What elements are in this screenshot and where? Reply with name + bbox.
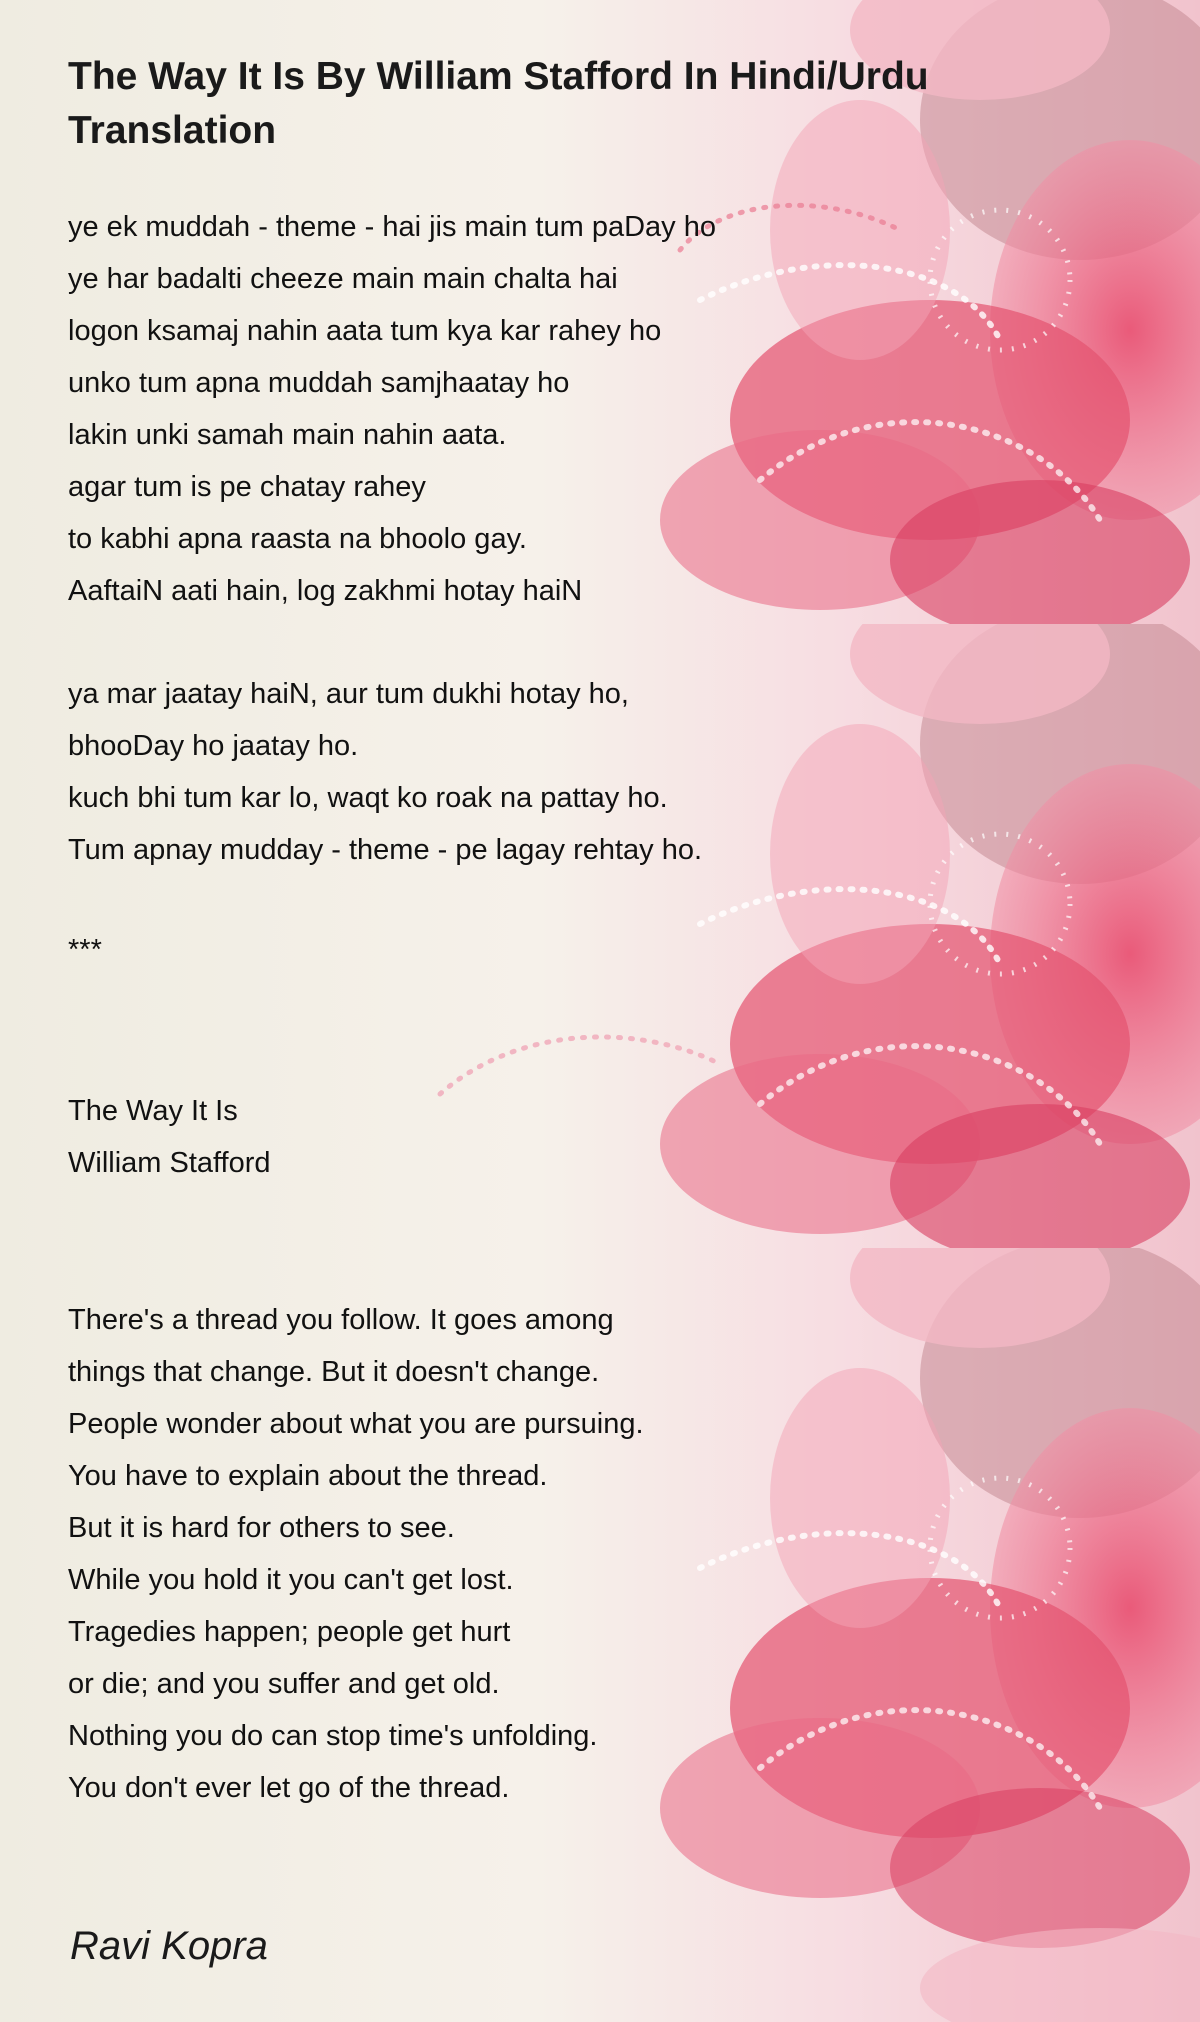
poem-line: But it is hard for others to see.: [68, 1512, 455, 1544]
original-poem: [68, 1294, 644, 1814]
poem-line: things that change. But it doesn't change.: [68, 1356, 600, 1388]
poem-line: to kabhi apna raasta na bhoolo gay.: [68, 523, 527, 555]
poet-signature: Ravi Kopra: [70, 1924, 268, 1968]
page-title: The Way It Is By William Stafford In Hindi/Urdu Translation: [68, 55, 929, 152]
poem-line: ye ek muddah - theme - hai jis main tum paDay ho: [68, 211, 716, 243]
poem-line: logon ksamaj nahin aata tum kya kar rahey ho: [68, 315, 662, 347]
poem-line: lakin unki samah main nahin aata.: [68, 419, 507, 451]
poem-line: kuch bhi tum kar lo, waqt ko roak na pattay ho.: [68, 782, 668, 814]
poem-line: AaftaiN aati hain, log zakhmi hotay haiN: [68, 575, 583, 607]
poem-line: While you hold it you can't get lost.: [68, 1564, 514, 1596]
original-poem-title: The Way It Is: [68, 1095, 238, 1127]
poem-line: bhooDay ho jaatay ho.: [68, 730, 359, 762]
section-separator: ***: [68, 934, 102, 966]
poem-line: You have to explain about the thread.: [68, 1460, 548, 1492]
poem-line: ye har badalti cheeze main main chalta hai: [68, 263, 618, 295]
poem-line: or die; and you suffer and get old.: [68, 1668, 500, 1700]
original-poem-author: William Stafford: [68, 1147, 271, 1179]
poem-line: You don't ever let go of the thread.: [68, 1772, 510, 1804]
poem-line: Nothing you do can stop time's unfolding.: [68, 1720, 598, 1752]
poem-line: agar tum is pe chatay rahey: [68, 471, 426, 503]
poem-line: ya mar jaatay haiN, aur tum dukhi hotay ho,: [68, 678, 629, 710]
translation-stanza-2: [68, 668, 702, 876]
poem-line: unko tum apna muddah samjhaatay ho: [68, 367, 570, 399]
poem-line: Tum apnay mudday - theme - pe lagay rehtay ho.: [68, 834, 703, 866]
poem-line: Tragedies happen; people get hurt: [68, 1616, 511, 1648]
poem-line: There's a thread you follow. It goes among: [68, 1304, 614, 1336]
translation-stanza-1: [68, 201, 716, 617]
poem-line: People wonder about what you are pursuing.: [68, 1408, 644, 1440]
